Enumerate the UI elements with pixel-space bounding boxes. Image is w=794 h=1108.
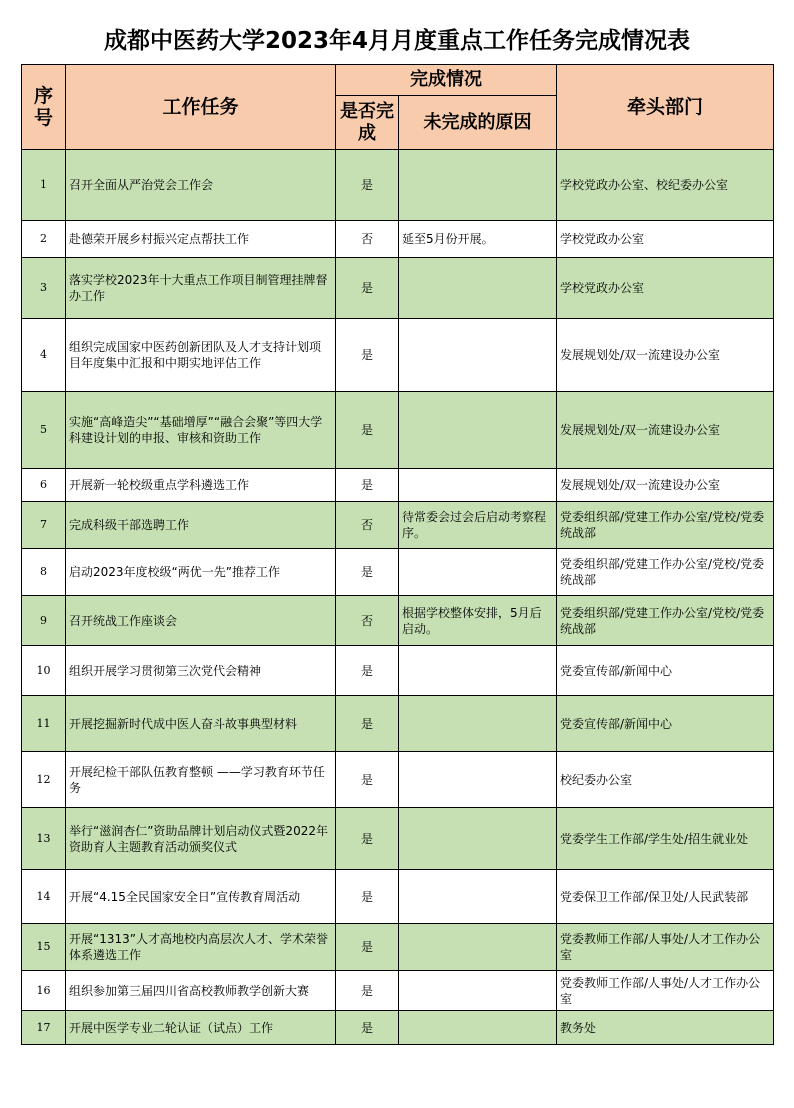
dept-cell: 发展规划处/双一流建设办公室: [557, 469, 774, 502]
reason-cell: [399, 646, 557, 696]
done-cell: 是: [336, 971, 399, 1011]
seq-cell: 9: [22, 596, 66, 646]
done-cell: 是: [336, 469, 399, 502]
done-cell: 是: [336, 924, 399, 971]
task-cell: 开展新一轮校级重点学科遴选工作: [66, 469, 336, 502]
table-row: [22, 502, 774, 549]
done-cell: 是: [336, 549, 399, 596]
header-task: 工作任务: [66, 65, 336, 150]
task-cell: 召开全面从严治党会工作会: [66, 150, 336, 221]
table-row: [22, 971, 774, 1011]
seq-cell: 3: [22, 258, 66, 319]
header-dept: 牵头部门: [557, 65, 774, 150]
reason-cell: [399, 971, 557, 1011]
task-cell: 完成科级干部选聘工作: [66, 502, 336, 549]
table-row: [22, 549, 774, 596]
table-row: [22, 752, 774, 808]
done-cell: 否: [336, 596, 399, 646]
reason-cell: [399, 808, 557, 870]
header-done: 是否完成: [336, 96, 399, 150]
reason-cell: [399, 870, 557, 924]
task-cell: 举行“滋润杏仁”资助品牌计划启动仪式暨2022年资助育人主题教育活动颁奖仪式: [66, 808, 336, 870]
reason-cell: 根据学校整体安排，5月后启动。: [399, 596, 557, 646]
reason-cell: [399, 258, 557, 319]
done-cell: 是: [336, 258, 399, 319]
dept-cell: 校纪委办公室: [557, 752, 774, 808]
dept-cell: 发展规划处/双一流建设办公室: [557, 319, 774, 392]
reason-cell: [399, 1011, 557, 1045]
reason-cell: 延至5月份开展。: [399, 221, 557, 258]
seq-cell: 7: [22, 502, 66, 549]
table-row: [22, 150, 774, 221]
task-cell: 赴德荣开展乡村振兴定点帮扶工作: [66, 221, 336, 258]
task-cell: 实施“高峰造尖”“基础增厚”“融合会聚”等四大学科建设计划的申报、审核和资助工作: [66, 392, 336, 469]
seq-cell: 13: [22, 808, 66, 870]
dept-cell: 党委教师工作部/人事处/人才工作办公室: [557, 971, 774, 1011]
dept-cell: 党委宣传部/新闻中心: [557, 646, 774, 696]
reason-cell: [399, 150, 557, 221]
table-row: [22, 1011, 774, 1045]
seq-cell: 17: [22, 1011, 66, 1045]
table-row: [22, 808, 774, 870]
seq-cell: 11: [22, 696, 66, 752]
dept-cell: 学校党政办公室: [557, 258, 774, 319]
task-cell: 开展“1313”人才高地校内高层次人才、学术荣誉体系遴选工作: [66, 924, 336, 971]
dept-cell: 党委教师工作部/人事处/人才工作办公室: [557, 924, 774, 971]
done-cell: 是: [336, 752, 399, 808]
task-cell: 召开统战工作座谈会: [66, 596, 336, 646]
seq-cell: 4: [22, 319, 66, 392]
seq-cell: 2: [22, 221, 66, 258]
table-row: [22, 924, 774, 971]
table-row: [22, 646, 774, 696]
reason-cell: [399, 752, 557, 808]
done-cell: 是: [336, 1011, 399, 1045]
reason-cell: [399, 549, 557, 596]
done-cell: 是: [336, 392, 399, 469]
done-cell: 是: [336, 870, 399, 924]
reason-cell: [399, 924, 557, 971]
task-cell: 组织完成国家中医药创新团队及人才支持计划项目年度集中汇报和中期实地评估工作: [66, 319, 336, 392]
header-seq: 序号: [22, 65, 66, 150]
seq-cell: 15: [22, 924, 66, 971]
task-cell: 开展“4.15全民国家安全日”宣传教育周活动: [66, 870, 336, 924]
seq-cell: 6: [22, 469, 66, 502]
dept-cell: 党委组织部/党建工作办公室/党校/党委统战部: [557, 502, 774, 549]
dept-cell: 党委组织部/党建工作办公室/党校/党委统战部: [557, 549, 774, 596]
dept-cell: 党委保卫工作部/保卫处/人民武装部: [557, 870, 774, 924]
seq-cell: 16: [22, 971, 66, 1011]
table-row: [22, 870, 774, 924]
dept-cell: 发展规划处/双一流建设办公室: [557, 392, 774, 469]
reason-cell: [399, 319, 557, 392]
task-cell: 开展中医学专业二轮认证（试点）工作: [66, 1011, 336, 1045]
done-cell: 否: [336, 221, 399, 258]
table-row: [22, 596, 774, 646]
dept-cell: 党委组织部/党建工作办公室/党校/党委统战部: [557, 596, 774, 646]
dept-cell: 党委宣传部/新闻中心: [557, 696, 774, 752]
dept-cell: 学校党政办公室、校纪委办公室: [557, 150, 774, 221]
reason-cell: [399, 696, 557, 752]
done-cell: 是: [336, 150, 399, 221]
seq-cell: 12: [22, 752, 66, 808]
task-cell: 落实学校2023年十大重点工作项目制管理挂牌督办工作: [66, 258, 336, 319]
dept-cell: 党委学生工作部/学生处/招生就业处: [557, 808, 774, 870]
seq-cell: 1: [22, 150, 66, 221]
seq-cell: 14: [22, 870, 66, 924]
task-cell: 启动2023年度校级“两优一先”推荐工作: [66, 549, 336, 596]
task-cell: 组织开展学习贯彻第三次党代会精神: [66, 646, 336, 696]
page-title: 成都中医药大学2023年4月月度重点工作任务完成情况表: [103, 28, 691, 54]
dept-cell: 教务处: [557, 1011, 774, 1045]
table-row: [22, 696, 774, 752]
done-cell: 是: [336, 319, 399, 392]
task-cell: 组织参加第三届四川省高校教师教学创新大赛: [66, 971, 336, 1011]
done-cell: 是: [336, 696, 399, 752]
header-reason: 未完成的原因: [399, 96, 557, 150]
table-row: [22, 392, 774, 469]
seq-cell: 10: [22, 646, 66, 696]
done-cell: 是: [336, 646, 399, 696]
done-cell: 是: [336, 808, 399, 870]
task-cell: 开展挖掘新时代成中医人奋斗故事典型材料: [66, 696, 336, 752]
header-status-group: 完成情况: [336, 65, 557, 96]
reason-cell: [399, 392, 557, 469]
table-row: [22, 221, 774, 258]
seq-cell: 5: [22, 392, 66, 469]
reason-cell: [399, 469, 557, 502]
table-row: [22, 469, 774, 502]
seq-cell: 8: [22, 549, 66, 596]
dept-cell: 学校党政办公室: [557, 221, 774, 258]
reason-cell: 待常委会过会后启动考察程序。: [399, 502, 557, 549]
table-row: [22, 319, 774, 392]
task-table: [21, 64, 774, 1045]
table-row: [22, 258, 774, 319]
done-cell: 否: [336, 502, 399, 549]
task-cell: 开展纪检干部队伍教育整顿 ——学习教育环节任务: [66, 752, 336, 808]
